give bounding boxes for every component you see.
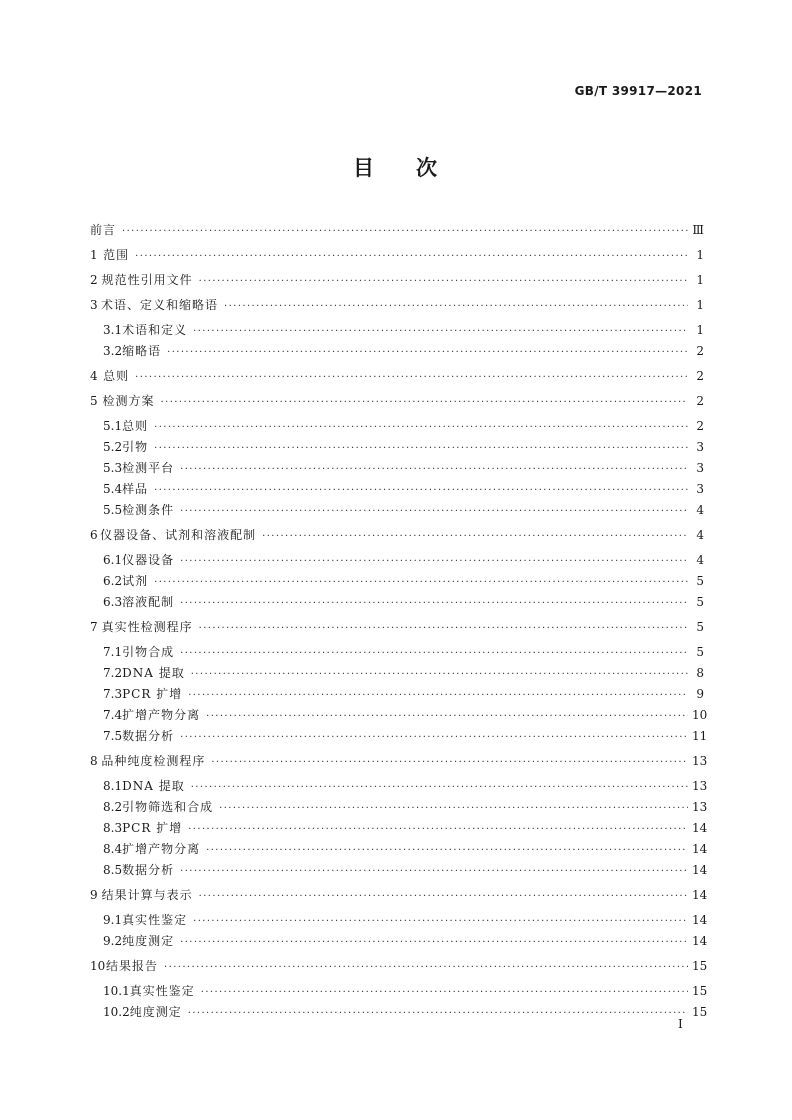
toc-entry-title: 检测平台 [122, 461, 175, 475]
toc-entry[interactable] [90, 592, 704, 613]
toc-entry-page: 8 [696, 666, 704, 680]
toc-entry[interactable] [90, 437, 704, 458]
toc-entry-page: 4 [696, 528, 704, 542]
toc-leader-dots [167, 342, 688, 363]
toc-entry-title: 数据分析 [122, 863, 175, 877]
toc-leader-dots [180, 501, 688, 522]
toc-leader-dots [154, 417, 688, 438]
toc-entry[interactable] [90, 366, 704, 387]
toc-entry-title: 结果计算与表示 [101, 888, 193, 902]
toc-leader-dots [224, 296, 688, 317]
toc-entry[interactable] [90, 220, 704, 241]
toc-entry-page: 4 [696, 553, 704, 567]
toc-entry[interactable] [90, 726, 708, 747]
toc-entry-number: 4 [90, 369, 98, 383]
toc-entry[interactable] [90, 684, 704, 705]
toc-entry-page: 10 [692, 708, 708, 722]
toc-entry-page: Ⅲ [692, 223, 704, 237]
toc-entry-page: 1 [696, 273, 704, 287]
toc-entry-title: 检测方案 [102, 394, 155, 408]
standard-code: GB/T 39917—2021 [574, 84, 702, 98]
toc-entry-title: 前言 [90, 223, 117, 237]
toc-entry-page: 5 [696, 645, 704, 659]
toc-entry[interactable] [90, 931, 708, 952]
toc-entry[interactable] [90, 885, 708, 906]
toc-entry-page: 4 [696, 503, 704, 517]
toc-leader-dots [188, 819, 688, 840]
toc-entry[interactable] [90, 776, 708, 797]
toc-leader-dots [180, 551, 688, 572]
toc-entry-number: 6 [90, 528, 98, 542]
toc-entry-page: 15 [692, 959, 708, 973]
toc-entry-title: DNA 提取 [122, 666, 185, 680]
toc-entry-title: 结果报告 [106, 959, 159, 973]
table-of-contents [90, 220, 708, 1023]
toc-entry-page: 14 [692, 888, 708, 902]
toc-entry[interactable] [90, 956, 708, 977]
toc-entry[interactable] [90, 550, 704, 571]
toc-leader-dots [180, 861, 688, 882]
toc-entry-number: 10.1 [103, 984, 130, 998]
toc-entry-page: 1 [696, 298, 704, 312]
toc-entry-title: 范围 [103, 248, 130, 262]
toc-entry-number: 3.2 [103, 344, 123, 358]
toc-leader-dots [199, 618, 688, 639]
toc-entry-page: 14 [692, 821, 708, 835]
toc-entry[interactable] [90, 270, 704, 291]
toc-leader-dots [164, 957, 688, 978]
toc-entry-title: 仪器设备 [122, 553, 175, 567]
toc-entry-number: 8.4 [103, 842, 123, 856]
toc-entry-number: 8 [90, 754, 98, 768]
toc-entry-number: 9 [90, 888, 98, 902]
toc-entry-page: 14 [692, 913, 708, 927]
toc-entry[interactable] [90, 910, 708, 931]
toc-entry[interactable] [90, 500, 704, 521]
toc-entry-number: 6.1 [103, 553, 123, 567]
toc-entry-page: 13 [692, 779, 708, 793]
toc-entry-number: 7 [90, 620, 98, 634]
page-title [0, 152, 792, 182]
toc-entry-title: 引物合成 [122, 645, 175, 659]
toc-entry[interactable] [90, 245, 704, 266]
toc-entry-number: 7.4 [103, 708, 123, 722]
toc-entry-number: 7.5 [103, 729, 123, 743]
toc-leader-dots [154, 438, 688, 459]
toc-entry-page: 5 [696, 574, 704, 588]
toc-entry-number: 5.4 [103, 482, 123, 496]
toc-entry-title: 术语和定义 [122, 323, 188, 337]
toc-entry-number: 10.2 [103, 1005, 130, 1019]
toc-entry[interactable] [90, 663, 704, 684]
toc-leader-dots [180, 727, 688, 748]
toc-entry-title: 数据分析 [122, 729, 175, 743]
toc-entry-title: 总则 [122, 419, 149, 433]
toc-leader-dots [191, 777, 688, 798]
toc-leader-dots [191, 664, 688, 685]
toc-entry-title: 检测条件 [122, 503, 175, 517]
toc-entry-number: 3 [90, 298, 98, 312]
toc-entry-page: 3 [696, 461, 704, 475]
toc-entry-title: 引物 [122, 440, 149, 454]
toc-entry[interactable] [90, 860, 708, 881]
toc-leader-dots [262, 526, 688, 547]
toc-entry-number: 6.2 [103, 574, 123, 588]
toc-entry-page: 14 [692, 842, 708, 856]
toc-entry-title: PCR 扩增 [122, 821, 183, 835]
toc-entry[interactable] [90, 839, 708, 860]
toc-entry-page: 2 [696, 394, 704, 408]
toc-entry[interactable] [90, 617, 704, 638]
toc-leader-dots [219, 798, 688, 819]
toc-entry-page: 2 [696, 419, 704, 433]
toc-entry-title: 术语、定义和缩略语 [101, 298, 219, 312]
toc-entry[interactable] [90, 705, 708, 726]
toc-entry-number: 10 [90, 959, 106, 973]
toc-leader-dots [193, 911, 688, 932]
toc-leader-dots [199, 886, 688, 907]
toc-entry-page: 15 [692, 984, 708, 998]
toc-entry-title: 扩增产物分离 [122, 842, 201, 856]
toc-entry-title: 真实性鉴定 [129, 984, 195, 998]
toc-entry-number: 9.2 [103, 934, 123, 948]
toc-entry-number: 5.5 [103, 503, 123, 517]
toc-entry-title: 试剂 [122, 574, 149, 588]
toc-leader-dots [180, 593, 688, 614]
toc-entry-page: 15 [692, 1005, 708, 1019]
toc-entry-title: 规范性引用文件 [101, 273, 193, 287]
toc-entry-page: 1 [696, 323, 704, 337]
toc-leader-dots [135, 367, 688, 388]
toc-entry-page: 3 [696, 482, 704, 496]
toc-entry[interactable] [90, 525, 704, 546]
page-title-char-2: 次 [416, 156, 439, 180]
toc-entry-number: 8.3 [103, 821, 123, 835]
toc-entry-title: 仪器设备、试剂和溶液配制 [100, 528, 257, 542]
toc-entry-page: 14 [692, 863, 708, 877]
toc-entry-title: 品种纯度检测程序 [101, 754, 206, 768]
toc-entry-number: 2 [90, 273, 98, 287]
toc-leader-dots [122, 221, 688, 242]
toc-entry[interactable] [90, 458, 704, 479]
toc-leader-dots [188, 1003, 688, 1024]
toc-leader-dots [154, 572, 688, 593]
toc-entry[interactable] [90, 295, 704, 316]
toc-leader-dots [180, 643, 688, 664]
toc-entry-title: 真实性检测程序 [101, 620, 193, 634]
toc-entry-number: 6.3 [103, 595, 123, 609]
toc-entry[interactable] [90, 479, 704, 500]
toc-entry[interactable] [90, 751, 708, 772]
footer-page-number: I [678, 1017, 683, 1031]
toc-entry-page: 5 [696, 620, 704, 634]
toc-entry-page: 1 [696, 248, 704, 262]
toc-entry-title: 纯度测定 [129, 1005, 182, 1019]
toc-leader-dots [201, 982, 688, 1003]
toc-entry-number: 1 [90, 248, 98, 262]
toc-entry-page: 14 [692, 934, 708, 948]
toc-leader-dots [193, 321, 688, 342]
toc-leader-dots [135, 246, 688, 267]
toc-entry[interactable] [90, 1002, 708, 1023]
toc-entry-page: 13 [692, 754, 708, 768]
toc-entry-title: 缩略语 [122, 344, 162, 358]
toc-leader-dots [206, 706, 688, 727]
toc-entry-title: 溶液配制 [122, 595, 175, 609]
page-title-char-1: 目 [353, 156, 376, 180]
toc-entry[interactable] [90, 797, 708, 818]
toc-entry[interactable] [90, 341, 704, 362]
toc-entry[interactable] [90, 571, 704, 592]
toc-entry-title: 真实性鉴定 [122, 913, 188, 927]
toc-leader-dots [180, 459, 688, 480]
toc-entry-page: 5 [696, 595, 704, 609]
toc-entry[interactable] [90, 981, 708, 1002]
toc-entry-title: PCR 扩增 [122, 687, 183, 701]
toc-leader-dots [180, 932, 688, 953]
toc-entry-title: 引物筛选和合成 [122, 800, 214, 814]
toc-entry-title: 扩增产物分离 [122, 708, 201, 722]
toc-entry-number: 5.1 [103, 419, 123, 433]
toc-entry[interactable] [90, 416, 704, 437]
toc-leader-dots [206, 840, 688, 861]
toc-entry[interactable] [90, 642, 704, 663]
toc-entry-page: 2 [696, 369, 704, 383]
toc-entry-number: 9.1 [103, 913, 123, 927]
toc-entry-page: 11 [692, 729, 708, 743]
toc-entry-title: 样品 [122, 482, 149, 496]
toc-leader-dots [161, 392, 688, 413]
toc-entry[interactable] [90, 320, 704, 341]
toc-entry-title: 纯度测定 [122, 934, 175, 948]
toc-entry-number: 8.2 [103, 800, 123, 814]
toc-entry-page: 13 [692, 800, 708, 814]
toc-entry-number: 5.2 [103, 440, 123, 454]
toc-entry-page: 3 [696, 440, 704, 454]
toc-entry[interactable] [90, 391, 704, 412]
toc-entry-title: 总则 [103, 369, 130, 383]
toc-leader-dots [154, 480, 688, 501]
toc-entry-number: 5.3 [103, 461, 123, 475]
toc-entry-number: 7.3 [103, 687, 123, 701]
toc-entry-number: 7.2 [103, 666, 123, 680]
toc-entry-number: 8.5 [103, 863, 123, 877]
toc-entry-number: 8.1 [103, 779, 123, 793]
toc-entry[interactable] [90, 818, 708, 839]
toc-entry-number: 5 [90, 394, 98, 408]
toc-leader-dots [199, 271, 688, 292]
toc-leader-dots [188, 685, 688, 706]
toc-entry-page: 9 [696, 687, 704, 701]
toc-entry-page: 2 [696, 344, 704, 358]
toc-leader-dots [211, 752, 688, 773]
toc-entry-number: 7.1 [103, 645, 123, 659]
toc-entry-title: DNA 提取 [122, 779, 185, 793]
toc-entry-number: 3.1 [103, 323, 123, 337]
